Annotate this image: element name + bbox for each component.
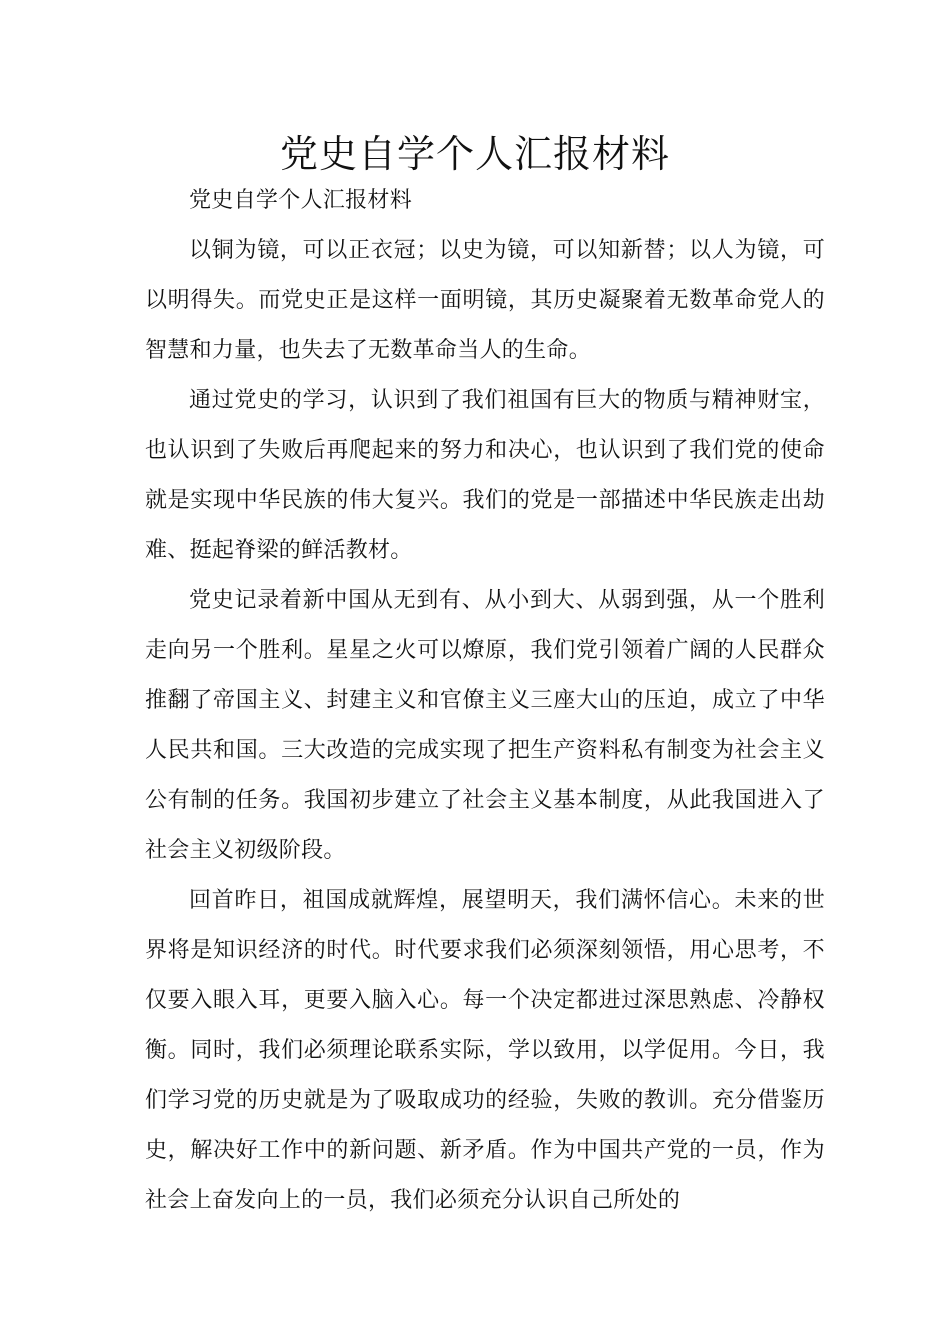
paragraph-3: 党史记录着新中国从无到有、从小到大、从弱到强，从一个胜利走向另一个胜利。星星之火可以燎原，我们党引领着广阔的人民群众推翻了帝国主义、封建主义和官僚主义三座大山的压迫，成立了中华人民共和国。三大改造的完成实现了把生产资料私有制变为社会主义公有制的任务。我国初步建立了社会主义基本制度，从此我国进入了社会主义初级阶段。 (145, 588, 825, 863)
document-body (145, 176, 825, 1226)
paragraph-1: 以铜为镜，可以正衣冠；以史为镜，可以知新替；以人为镜，可以明得失。而党史正是这样一面明镜，其历史凝聚着无数革命党人的智慧和力量，也失去了无数革命当人的生命。 (145, 238, 825, 363)
document-title: 党史自学个人汇报材料 (279, 132, 670, 176)
paragraph-4: 回首昨日，祖国成就辉煌，展望明天，我们满怀信心。未来的世界将是知识经济的时代。时代要求我们必须深刻领悟，用心思考，不仅要入眼入耳，更要入脑入心。每一个决定都进过深思熟虑、冷静权衡。同时，我们必须理论联系实际，学以致用，以学促用。今日，我们学习党的历史就是为了吸取成功的经验，失败的教训。充分借鉴历史，解决好工作中的新问题、新矛盾。作为中国共产党的一员，作为社会上奋发向上的一员，我们必须充分认识自己所处的 (145, 888, 825, 1213)
document-subtitle: 党史自学个人汇报材料 (189, 188, 413, 213)
paragraph-2: 通过党史的学习，认识到了我们祖国有巨大的物质与精神财宝，也认识到了失败后再爬起来的努力和决心，也认识到了我们党的使命就是实现中华民族的伟大复兴。我们的党是一部描述中华民族走出劫难、挺起脊梁的鲜活教材。 (145, 388, 825, 563)
